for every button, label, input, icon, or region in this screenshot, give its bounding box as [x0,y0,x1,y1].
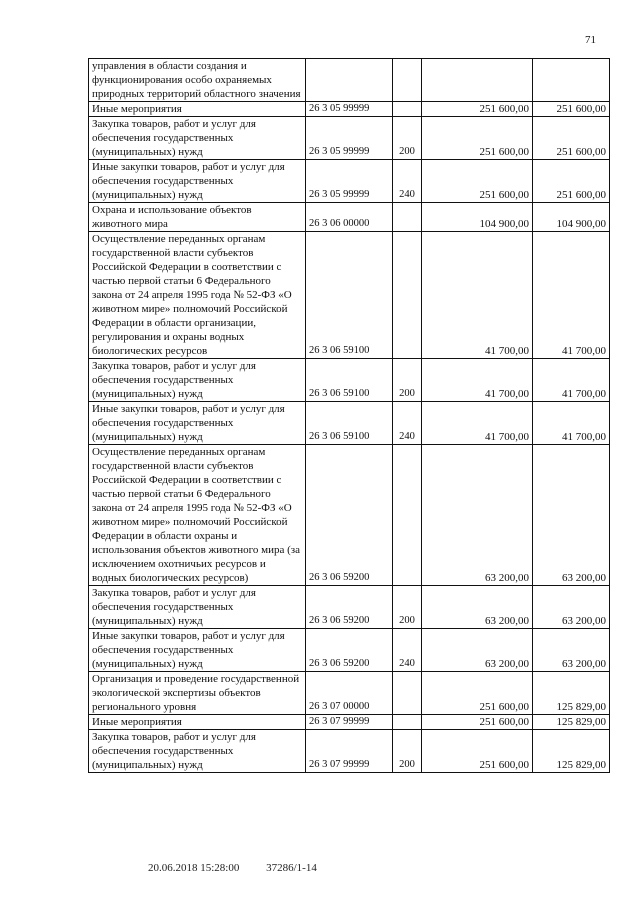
row-name: Иные мероприятия [89,102,306,117]
footer-timestamp: 20.06.2018 15:28:00 [148,862,240,874]
row-value-approved: 125 829,00 [533,715,610,730]
page-number: 71 [585,34,596,46]
row-value-plan: 251 600,00 [422,715,533,730]
row-type [393,445,422,586]
row-value-approved: 63 200,00 [533,629,610,672]
row-name: Осуществление переданных органам государственной власти субъектов Российской Федерации в соответствии с частью первой статьи 6 Федерального закона от 24 апреля 1995 года № 52-ФЗ «О животном мире» полномочий Российской Федерации в области организации, регулирования и охраны водных биологических ресурсов [89,232,306,359]
row-code: 26 3 05 99999 [306,160,393,203]
row-value-plan: 251 600,00 [422,160,533,203]
row-name: Иные закупки товаров, работ и услуг для обеспечения государственных (муниципальных) нужд [89,160,306,203]
row-code: 26 3 07 00000 [306,672,393,715]
table-row [89,203,610,232]
row-value-plan: 251 600,00 [422,672,533,715]
row-value-plan: 41 700,00 [422,359,533,402]
table-row [89,586,610,629]
row-name: Охрана и использование объектов животного мира [89,203,306,232]
row-type [393,59,422,102]
row-type: 200 [393,730,422,773]
row-name: Организация и проведение государственной экологической экспертизы объектов регионального уровня [89,672,306,715]
row-name: Иные закупки товаров, работ и услуг для обеспечения государственных (муниципальных) нужд [89,402,306,445]
row-value-plan: 41 700,00 [422,402,533,445]
row-value-plan: 63 200,00 [422,629,533,672]
row-value-plan: 251 600,00 [422,730,533,773]
row-name: Закупка товаров, работ и услуг для обеспечения государственных (муниципальных) нужд [89,117,306,160]
row-code: 26 3 06 00000 [306,203,393,232]
budget-table [88,58,610,773]
table-row [89,730,610,773]
row-value-plan: 251 600,00 [422,102,533,117]
row-type: 240 [393,629,422,672]
row-type [393,672,422,715]
row-code: 26 3 05 99999 [306,102,393,117]
row-value-approved: 251 600,00 [533,160,610,203]
row-code: 26 3 06 59100 [306,359,393,402]
table-row [89,445,610,586]
row-name: Закупка товаров, работ и услуг для обеспечения государственных (муниципальных) нужд [89,730,306,773]
row-value-approved: 125 829,00 [533,730,610,773]
table-row [89,117,610,160]
row-value-plan: 41 700,00 [422,232,533,359]
row-type [393,232,422,359]
row-code: 26 3 06 59200 [306,445,393,586]
row-code: 26 3 07 99999 [306,730,393,773]
row-value-plan: 63 200,00 [422,586,533,629]
budget-table-body [89,59,610,773]
table-row [89,359,610,402]
row-name: управления в области создания и функционирования особо охраняемых природных территорий областного значения [89,59,306,102]
table-row [89,232,610,359]
row-code: 26 3 05 99999 [306,117,393,160]
row-type [393,203,422,232]
row-value-approved [533,59,610,102]
row-value-approved: 251 600,00 [533,102,610,117]
row-value-plan: 63 200,00 [422,445,533,586]
row-value-approved: 41 700,00 [533,359,610,402]
row-code [306,59,393,102]
row-value-approved: 41 700,00 [533,232,610,359]
row-value-plan [422,59,533,102]
row-value-plan: 104 900,00 [422,203,533,232]
table-row [89,672,610,715]
row-code: 26 3 06 59200 [306,629,393,672]
row-type [393,102,422,117]
row-name: Закупка товаров, работ и услуг для обеспечения государственных (муниципальных) нужд [89,586,306,629]
row-name: Осуществление переданных органам государственной власти субъектов Российской Федерации в соответствии с частью первой статьи 6 Федерального закона от 24 апреля 1995 года № 52-ФЗ «О животном мире» полномочий Российской Федерации в области охраны и использования объектов животного мира (за исключением охотничьих ресурсов и водных биологических ресурсов) [89,445,306,586]
table-row [89,629,610,672]
row-code: 26 3 07 99999 [306,715,393,730]
row-name: Иные закупки товаров, работ и услуг для обеспечения государственных (муниципальных) нужд [89,629,306,672]
row-value-approved: 63 200,00 [533,445,610,586]
row-type: 200 [393,117,422,160]
table-row [89,402,610,445]
footer-doc-id: 37286/1-14 [266,862,317,874]
row-name: Закупка товаров, работ и услуг для обеспечения государственных (муниципальных) нужд [89,359,306,402]
table-row [89,715,610,730]
row-code: 26 3 06 59100 [306,232,393,359]
row-name: Иные мероприятия [89,715,306,730]
row-value-plan: 251 600,00 [422,117,533,160]
table-row [89,160,610,203]
row-type: 240 [393,402,422,445]
row-value-approved: 125 829,00 [533,672,610,715]
row-type [393,715,422,730]
row-code: 26 3 06 59100 [306,402,393,445]
row-type: 200 [393,359,422,402]
footer [148,862,341,874]
row-value-approved: 41 700,00 [533,402,610,445]
row-value-approved: 251 600,00 [533,117,610,160]
row-type: 240 [393,160,422,203]
row-code: 26 3 06 59200 [306,586,393,629]
row-value-approved: 104 900,00 [533,203,610,232]
row-value-approved: 63 200,00 [533,586,610,629]
row-type: 200 [393,586,422,629]
table-row [89,102,610,117]
table-row [89,59,610,102]
